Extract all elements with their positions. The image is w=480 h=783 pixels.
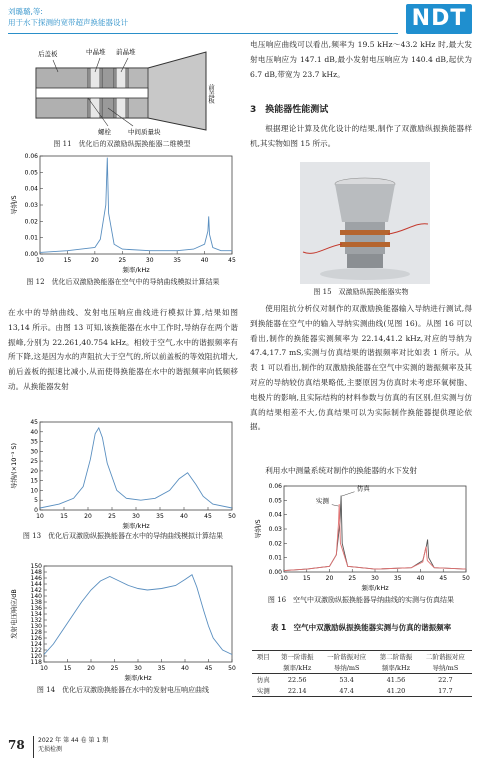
- fig11-model-diagram: [28, 42, 223, 137]
- legend-label: 仿真: [356, 484, 370, 493]
- body-paragraph-5: 利用水中测量系统对制作的换能器的水下发射: [265, 466, 418, 475]
- y-tick-label: 0: [34, 507, 38, 514]
- fig13-chart: [8, 418, 238, 530]
- x-tick-label: 25: [118, 257, 127, 264]
- plot-frame: [44, 566, 232, 662]
- x-tick-label: 45: [439, 575, 448, 582]
- y-tick-label: 10: [30, 487, 38, 495]
- y-tick-label: 0.01: [268, 554, 282, 562]
- y-axis-label: 导纳/S: [254, 519, 262, 539]
- table-header-cell: 二阶谐振对应: [425, 653, 465, 661]
- x-tick-label: 25: [110, 665, 119, 672]
- x-tick-label: 20: [325, 575, 334, 582]
- series-line: [40, 428, 232, 508]
- y-tick-label: 20: [30, 467, 38, 475]
- table-header-cell: 项目: [256, 653, 270, 661]
- section-heading-3: 3 换能器性能测试: [250, 105, 329, 115]
- table-header-cell: 频率/kHz: [381, 664, 411, 672]
- fig11-label-back-plate: 后盖板: [38, 50, 58, 58]
- fig11-label-front-stack: 前晶堆: [116, 48, 136, 56]
- fig16-chart: [252, 482, 472, 592]
- legend-label: 实测: [315, 497, 329, 506]
- x-axis-label: 频率/kHz: [124, 674, 152, 682]
- footer-journal-name: 无损检测: [38, 746, 63, 753]
- y-tick-label: 35: [30, 438, 38, 446]
- series-line: [40, 158, 232, 253]
- x-tick-label: 20: [84, 513, 92, 520]
- fig16-caption: 图 16 空气中双激励纵振换能器导纳曲线的实测与仿真结果: [267, 596, 455, 604]
- y-tick-label: 0.04: [268, 511, 282, 519]
- y-tick-label: 144: [30, 581, 42, 588]
- y-tick-label: 0.06: [268, 483, 282, 490]
- x-axis-label: 频率/kHz: [361, 584, 389, 592]
- journal-logo: NDT: [406, 4, 472, 34]
- x-tick-label: 30: [134, 665, 142, 672]
- x-tick-label: 10: [36, 257, 44, 264]
- running-header-author: 刘璐璐,等:: [8, 7, 43, 16]
- table-row: [252, 685, 472, 697]
- x-tick-label: 30: [371, 575, 379, 582]
- table-header-row: [252, 651, 472, 663]
- body-paragraph-4: 使用阻抗分析仪对制作的双激励换能器输入导纳进行测试,得到换能器在空气中的输入导纳实测曲线(见图 16)。从图 16 可以看出,制作的换能器实测频率为 22.14,41.2 kHz,对应的导纳为 47.4,17.7 mS,实测与仿真结果的谐振频率对比如表 1 所示。从表 1 可以看出,制作的双激励换能器在空气中实测的谐振频率及其对应的导纳较仿真结果略低,主要原因为仿真时未考虑环氧树脂、电极片的影响,且实际结构的材料参数与仿真的有区别,但实测与仿真的结果相差不大,仿真结果可以为实际制作换能器提供理论依据。: [250, 304, 472, 432]
- legend-leader: [332, 505, 339, 506]
- x-tick-label: 35: [157, 665, 166, 672]
- table-row: [252, 674, 472, 686]
- x-tick-label: 50: [462, 575, 470, 582]
- body-paragraph-1: 在水中的导纳曲线、发射电压响应曲线进行模拟计算,结果如图 13,14 所示。由图 13 可知,该换能器在水中工作时,导纳存在两个谐振峰,分别为 22.261,40.754 kHz。相较于空气,水中的谐振频率有所下降,这是因为水的声阻抗大于空气的,所以前盖板的等效阻抗增大,前后盖板的振速比减小,从而使得换能器在水中的谐振频率向低频移动。从换能器发射: [8, 308, 238, 391]
- x-tick-label: 15: [302, 575, 311, 582]
- x-tick-label: 15: [63, 665, 72, 672]
- fig14-chart: [8, 562, 238, 682]
- footer-divider: [33, 736, 34, 758]
- y-tick-label: 130: [30, 623, 42, 630]
- x-tick-label: 30: [132, 513, 140, 520]
- fig15-photo: [300, 162, 430, 284]
- table-header-cell: [252, 662, 274, 674]
- body-paragraph-2: 电压响应曲线可以看出,频率为 19.5 kHz～43.2 kHz 时,最大发射电压响应为 147.1 dB,最小发射电压响应为 140.4 dB,起伏为 6.7 dB,带宽为 23.7 kHz。: [250, 40, 472, 79]
- fig11-label-front-plate: 前盖板: [207, 84, 215, 104]
- fig15-caption: 图 15 双激励纵振换能器实物: [313, 288, 409, 296]
- x-tick-label: 10: [280, 575, 288, 582]
- fig12-caption: 图 12 优化后双激励换能器在空气中的导纳曲线模拟计算结果: [26, 278, 220, 286]
- x-tick-label: 30: [145, 257, 154, 264]
- fig11-label-bolt: 螺栓: [98, 128, 111, 136]
- y-tick-label: 0.05: [24, 169, 38, 177]
- y-tick-label: 136: [30, 605, 42, 612]
- y-axis-label: 发射电压响应/dB: [10, 589, 18, 639]
- x-tick-label: 50: [228, 513, 236, 520]
- y-tick-label: 140: [30, 593, 42, 600]
- y-tick-label: 142: [30, 587, 42, 594]
- x-tick-label: 15: [63, 257, 72, 264]
- y-tick-label: 25: [30, 458, 38, 466]
- fig11-caption: 图 11 优化后的双激励纵振换能器二维模型: [53, 140, 191, 148]
- table1-title: 表 1 空气中双激励纵振换能器实测与仿真的谐振频率: [270, 623, 452, 632]
- fig12-chart: [8, 152, 238, 274]
- page-number: 78: [8, 738, 25, 752]
- table-header-cell: 频率/kHz: [283, 664, 312, 672]
- table1: [252, 650, 472, 697]
- x-tick-label: 50: [228, 665, 236, 672]
- y-tick-label: 126: [30, 635, 42, 642]
- fig11-label-mass: 中间质量块: [128, 128, 161, 136]
- y-tick-label: 30: [30, 448, 38, 456]
- y-tick-label: 128: [30, 629, 42, 636]
- y-tick-label: 132: [30, 617, 42, 624]
- y-tick-label: 138: [30, 599, 42, 606]
- table-cell: 22.56: [287, 675, 307, 684]
- series-line: [284, 496, 466, 571]
- y-tick-label: 150: [30, 563, 42, 570]
- y-tick-label: 0.02: [268, 540, 282, 548]
- x-tick-label: 10: [40, 665, 48, 672]
- table-header-cell: 导纳/mS: [333, 664, 360, 672]
- y-tick-label: 0.01: [24, 234, 38, 242]
- y-tick-label: 0.03: [268, 526, 282, 533]
- x-tick-label: 20: [91, 257, 99, 264]
- x-tick-label: 35: [173, 257, 181, 264]
- x-tick-label: 40: [180, 513, 188, 520]
- table-header-cell: 第一阶谐振: [280, 653, 314, 661]
- table-header-cell: 第二阶谐振: [379, 653, 413, 661]
- table-cell: 22.7: [438, 675, 453, 684]
- x-tick-label: 35: [156, 513, 164, 520]
- y-tick-label: 146: [30, 575, 42, 582]
- table-cell: 22.14: [287, 686, 307, 695]
- y-tick-label: 0.05: [268, 497, 282, 505]
- x-axis-label: 频率/kHz: [122, 522, 150, 530]
- y-tick-label: 0.06: [24, 153, 38, 160]
- x-tick-label: 40: [416, 575, 425, 582]
- footer-issue: [38, 736, 108, 754]
- header-rule: [8, 33, 398, 34]
- x-tick-label: 20: [87, 665, 95, 672]
- table-cell: 仿真: [256, 676, 270, 684]
- table-cell: 47.4: [339, 686, 354, 695]
- y-tick-label: 148: [30, 569, 42, 576]
- y-tick-label: 0.02: [24, 218, 38, 226]
- x-tick-label: 40: [200, 257, 209, 264]
- footer-issue-line: 2022 年 第 44 卷 第 1 期: [38, 737, 109, 744]
- x-tick-label: 25: [108, 513, 116, 520]
- y-tick-label: 124: [30, 641, 42, 648]
- y-tick-label: 0.03: [24, 202, 38, 209]
- plot-frame: [284, 486, 466, 572]
- fig11-label-mid-stack: 中晶堆: [86, 48, 106, 56]
- x-tick-label: 35: [393, 575, 402, 582]
- table-header-cell: 一阶谐振对应: [327, 653, 367, 661]
- y-tick-label: 5: [34, 497, 38, 505]
- table-cell: 17.7: [438, 686, 453, 695]
- x-tick-label: 45: [228, 257, 236, 264]
- y-tick-label: 45: [30, 419, 38, 426]
- legend-leader: [342, 492, 355, 496]
- x-tick-label: 40: [181, 665, 189, 672]
- table-cell: 41.56: [386, 675, 406, 684]
- x-tick-label: 15: [60, 513, 68, 520]
- fig14-caption: 图 14 优化后双激励换能器在水中的发射电压响应曲线: [36, 686, 210, 694]
- plot-frame: [40, 156, 232, 254]
- y-tick-label: 134: [30, 611, 42, 618]
- table-cell: 53.4: [339, 675, 354, 684]
- table-header-row: [252, 662, 472, 674]
- fig13-caption: 图 13 优化后双激励纵振换能器在水中的导纳曲线模拟计算结果: [22, 532, 224, 540]
- x-tick-label: 25: [348, 575, 357, 582]
- series-line: [44, 575, 232, 655]
- table-header-cell: 导纳/mS: [432, 664, 459, 672]
- y-tick-label: 15: [30, 477, 38, 485]
- x-tick-label: 10: [36, 513, 44, 520]
- y-tick-label: 0.00: [24, 251, 38, 258]
- y-tick-label: 0.00: [268, 569, 282, 576]
- table-cell: 41.20: [386, 686, 406, 695]
- y-axis-label: 导纳/S: [10, 195, 18, 215]
- y-tick-label: 40: [30, 428, 38, 436]
- table-cell: 实测: [256, 687, 270, 695]
- running-header-title: 用于水下探测的宽带超声换能器设计: [8, 18, 128, 27]
- x-tick-label: 45: [204, 513, 212, 520]
- y-tick-label: 118: [30, 659, 42, 666]
- y-tick-label: 120: [30, 653, 42, 660]
- body-paragraph-3: 根据理论计算及优化设计的结果,制作了双激励纵振换能器样机,其实物如图 15 所示。: [250, 124, 472, 148]
- y-tick-label: 122: [30, 647, 42, 654]
- x-tick-label: 45: [204, 665, 213, 672]
- y-tick-label: 0.04: [24, 185, 38, 193]
- y-axis-label: 导纳/(×10⁻³ S): [10, 442, 18, 490]
- x-axis-label: 频率/kHz: [122, 266, 150, 274]
- series-line: [284, 504, 466, 570]
